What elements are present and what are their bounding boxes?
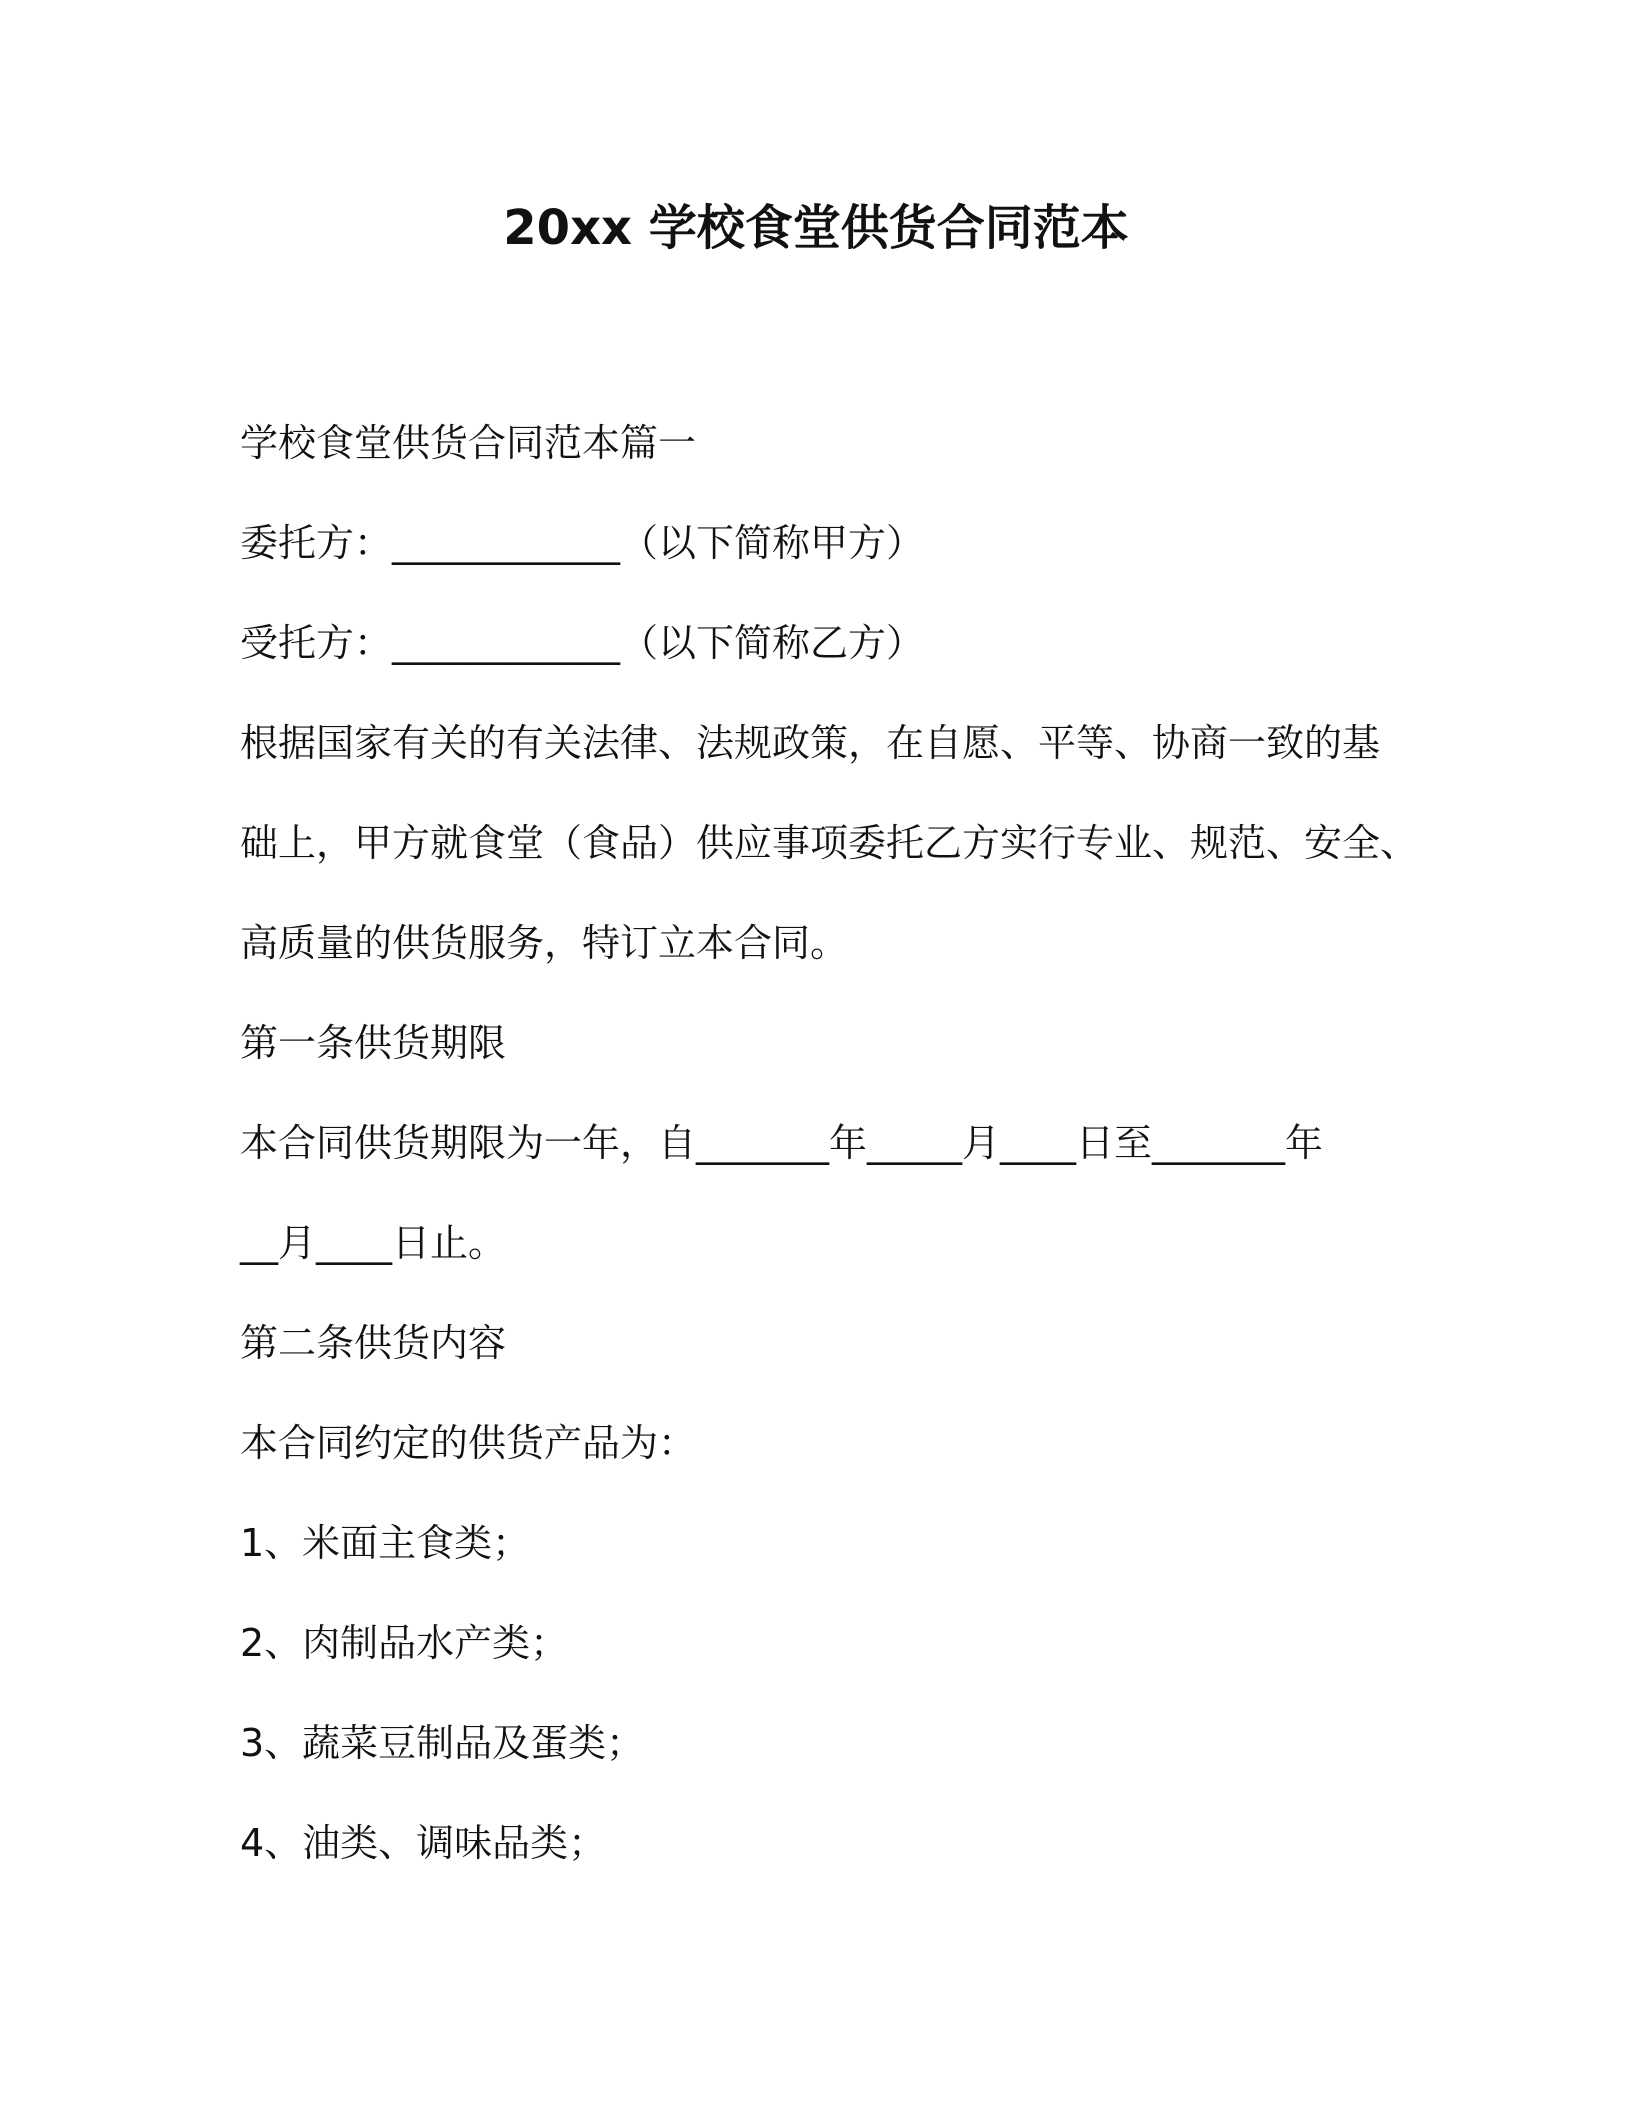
list-item: 1、米面主食类；	[240, 1521, 531, 1565]
section-heading: 学校食堂供货合同范本篇一	[240, 421, 697, 465]
article-heading: 第一条供货期限	[240, 1021, 507, 1065]
paragraph-line: 根据国家有关的有关法律、法规政策，在自愿、平等、协商一致的基	[240, 721, 1381, 765]
list-item: 4、油类、调味品类；	[240, 1821, 607, 1865]
contractor-line: 受托方：____________（以下简称乙方）	[240, 621, 925, 665]
paragraph-line: 高质量的供货服务，特订立本合同。	[240, 921, 849, 965]
paragraph-line: 本合同供货期限为一年，自_______年_____月____日至_______年	[240, 1121, 1324, 1165]
client-line: 委托方：____________（以下简称甲方）	[240, 521, 925, 565]
list-item: 2、肉制品水产类；	[240, 1621, 569, 1665]
document-title: 20xx 学校食堂供货合同范本	[503, 200, 1129, 256]
paragraph-line: __月____日止。	[240, 1221, 507, 1265]
paragraph-line: 本合同约定的供货产品为：	[240, 1421, 697, 1465]
list-item: 3、蔬菜豆制品及蛋类；	[240, 1721, 645, 1765]
paragraph-line: 础上，甲方就食堂（食品）供应事项委托乙方实行专业、规范、安全、	[240, 821, 1419, 865]
article-heading: 第二条供货内容	[240, 1321, 507, 1365]
